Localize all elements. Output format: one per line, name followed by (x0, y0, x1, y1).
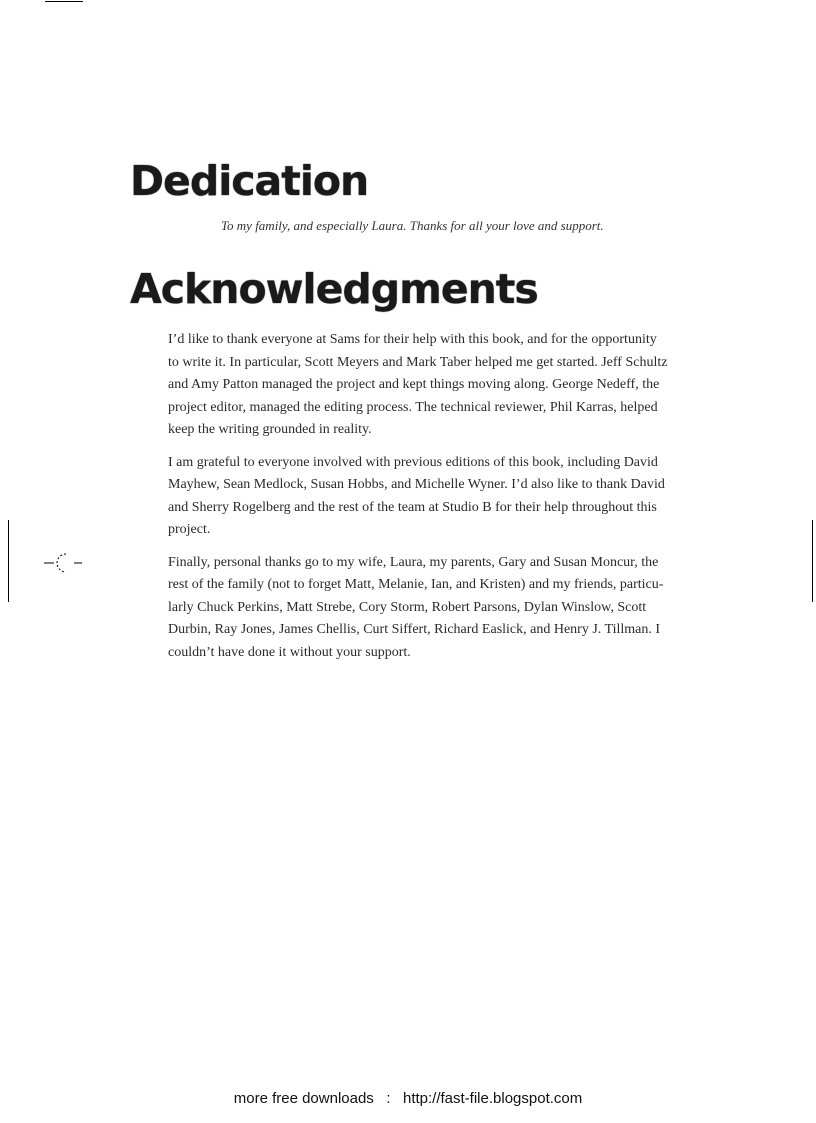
paragraph-line: I am grateful to everyone involved with previous editions of this book, including David (168, 454, 658, 470)
paragraph-line: project. (168, 522, 211, 537)
dedication-text: To my family, and especially Laura. Thanks for all your love and support. (221, 218, 604, 233)
paragraph-line: to write it. In particular, Scott Meyers and Mark Taber helped me get started. Jeff Schultz (168, 354, 668, 370)
paragraph-line: I’d like to thank everyone at Sams for their help with this book, and for the opportunity (168, 332, 657, 347)
acknowledgments-heading: Acknowledgments (130, 265, 538, 313)
left-edge-rule (8, 520, 9, 602)
right-edge-rule (812, 520, 813, 602)
paragraph-line: project editor, managed the editing process. The technical reviewer, Phil Karras, helped (168, 399, 658, 415)
paragraph-line: and Amy Patton managed the project and kept things moving along. George Nedeff, the (168, 377, 660, 392)
paragraph-line: keep the writing grounded in reality. (168, 422, 372, 437)
paragraph-line: and Sherry Rogelberg and the rest of the team at Studio B for their help throughout this (168, 499, 657, 515)
paragraph-line: larly Chuck Perkins, Matt Strebe, Cory Storm, Robert Parsons, Dylan Winslow, Scott (168, 599, 647, 615)
dedication-heading: Dedication (130, 157, 369, 205)
acknowledgments-body (168, 329, 728, 674)
acknowledgments-paragraph (168, 329, 728, 442)
acknowledgments-paragraph (168, 552, 728, 665)
crop-mark-icon (44, 551, 84, 575)
paragraph-line: Mayhew, Sean Medlock, Susan Hobbs, and Michelle Wyner. I’d also like to thank David (168, 477, 665, 492)
paragraph-line: couldn’t have done it without your support. (168, 644, 411, 660)
paragraph-line: rest of the family (not to forget Matt, Melanie, Ian, and Kristen) and my friends, particu- (168, 577, 664, 592)
footer-downloads-text: more free downloads : http://fast-file.blogspot.com (233, 1090, 583, 1107)
paragraph-line: Durbin, Ray Jones, James Chellis, Curt Siffert, Richard Easlick, and Henry J. Tillman. I (168, 622, 661, 637)
paragraph-line: Finally, personal thanks go to my wife, Laura, my parents, Gary and Susan Moncur, the (168, 554, 659, 570)
acknowledgments-paragraph (168, 452, 728, 542)
top-rule (45, 1, 83, 2)
